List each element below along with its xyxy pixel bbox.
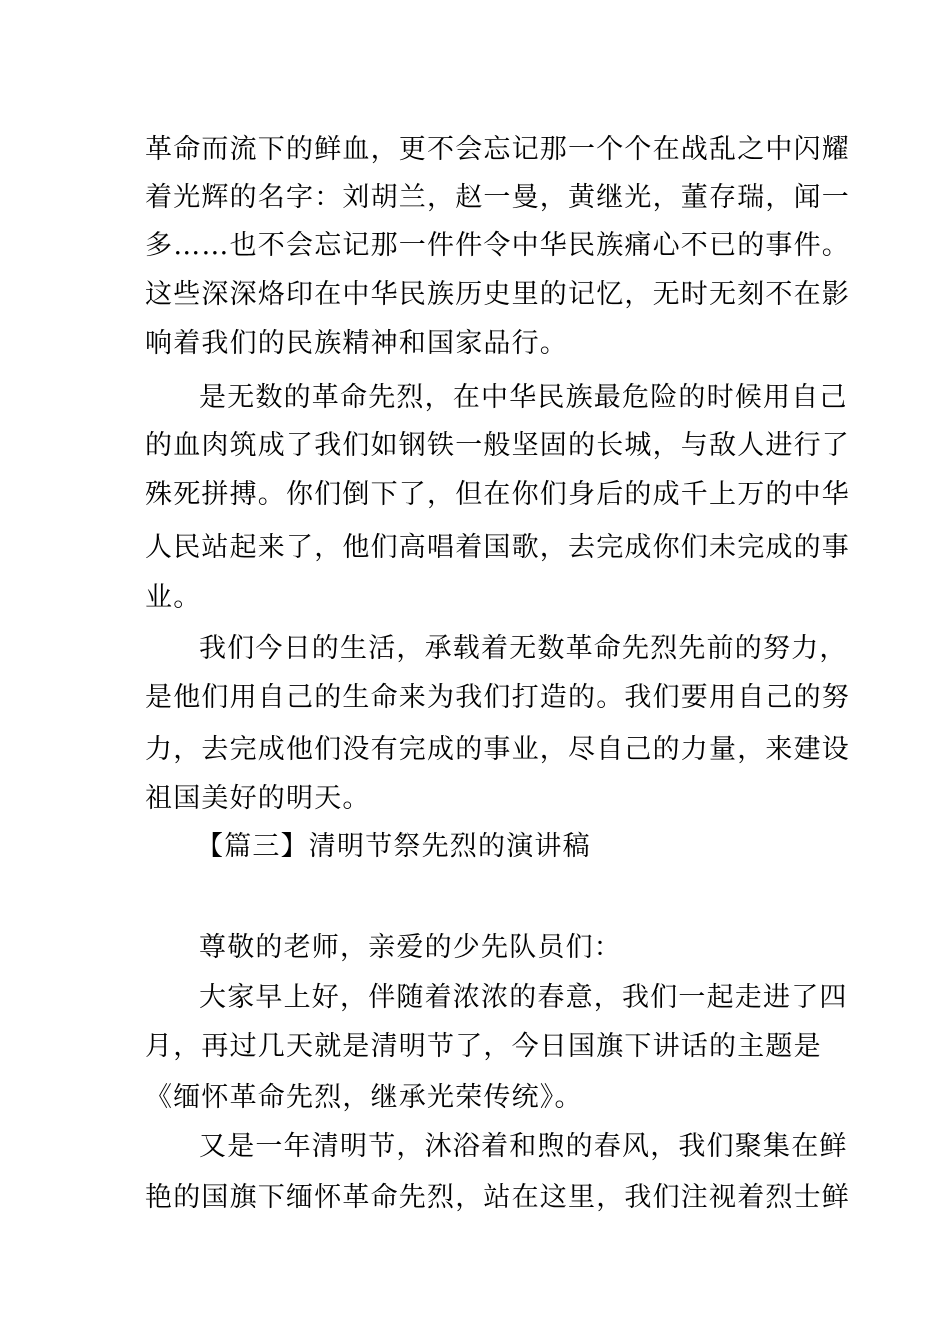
text-line: 殊死拼搏。你们倒下了，但在你们身后的成千上万的中华 bbox=[145, 479, 850, 510]
paragraph-first-line: 是无数的革命先烈，在中华民族最危险的时候用自己 bbox=[199, 382, 848, 413]
text-line: 响着我们的民族精神和国家品行。 bbox=[145, 328, 568, 359]
text-line: 人民站起来了，他们高唱着国歌，去完成你们未完成的事 bbox=[145, 532, 850, 563]
text-line: 力，去完成他们没有完成的事业，尽自己的力量，来建设 bbox=[145, 734, 850, 765]
text-line: 的血肉筑成了我们如钢铁一般坚固的长城，与敌人进行了 bbox=[145, 430, 850, 461]
text-line: 业。 bbox=[145, 582, 202, 613]
paragraph-first-line: 我们今日的生活，承载着无数革命先烈先前的努力， bbox=[199, 633, 848, 664]
paragraph-first-line: 又是一年清明节，沐浴着和煦的春风，我们聚集在鲜 bbox=[199, 1131, 848, 1162]
text-line: 着光辉的名字：刘胡兰，赵一曼，黄继光，董存瑞，闻一 bbox=[145, 182, 850, 213]
salutation: 尊敬的老师，亲爱的少先队员们： bbox=[199, 932, 622, 963]
section-heading: 【篇三】清明节祭先烈的演讲稿 bbox=[196, 831, 591, 862]
text-line: 这些深深烙印在中华民族历史里的记忆，无时无刻不在影 bbox=[145, 279, 850, 310]
text-line: 艳的国旗下缅怀革命先烈，站在这里，我们注视着烈士鲜 bbox=[145, 1182, 850, 1213]
text-line: 《缅怀革命先烈，继承光荣传统》。 bbox=[145, 1082, 583, 1113]
text-line: 是他们用自己的生命来为我们打造的。我们要用自己的努 bbox=[145, 682, 850, 713]
text-line: 月，再过几天就是清明节了，今日国旗下讲话的主题是 bbox=[145, 1031, 822, 1062]
text-line: 革命而流下的鲜血，更不会忘记那一个个在战乱之中闪耀 bbox=[145, 134, 850, 165]
paragraph-first-line: 大家早上好，伴随着浓浓的春意，我们一起走进了四 bbox=[199, 982, 848, 1013]
text-line: 多……也不会忘记那一件件令中华民族痛心不已的事件。 bbox=[145, 230, 850, 261]
text-line: 祖国美好的明天。 bbox=[145, 783, 371, 814]
